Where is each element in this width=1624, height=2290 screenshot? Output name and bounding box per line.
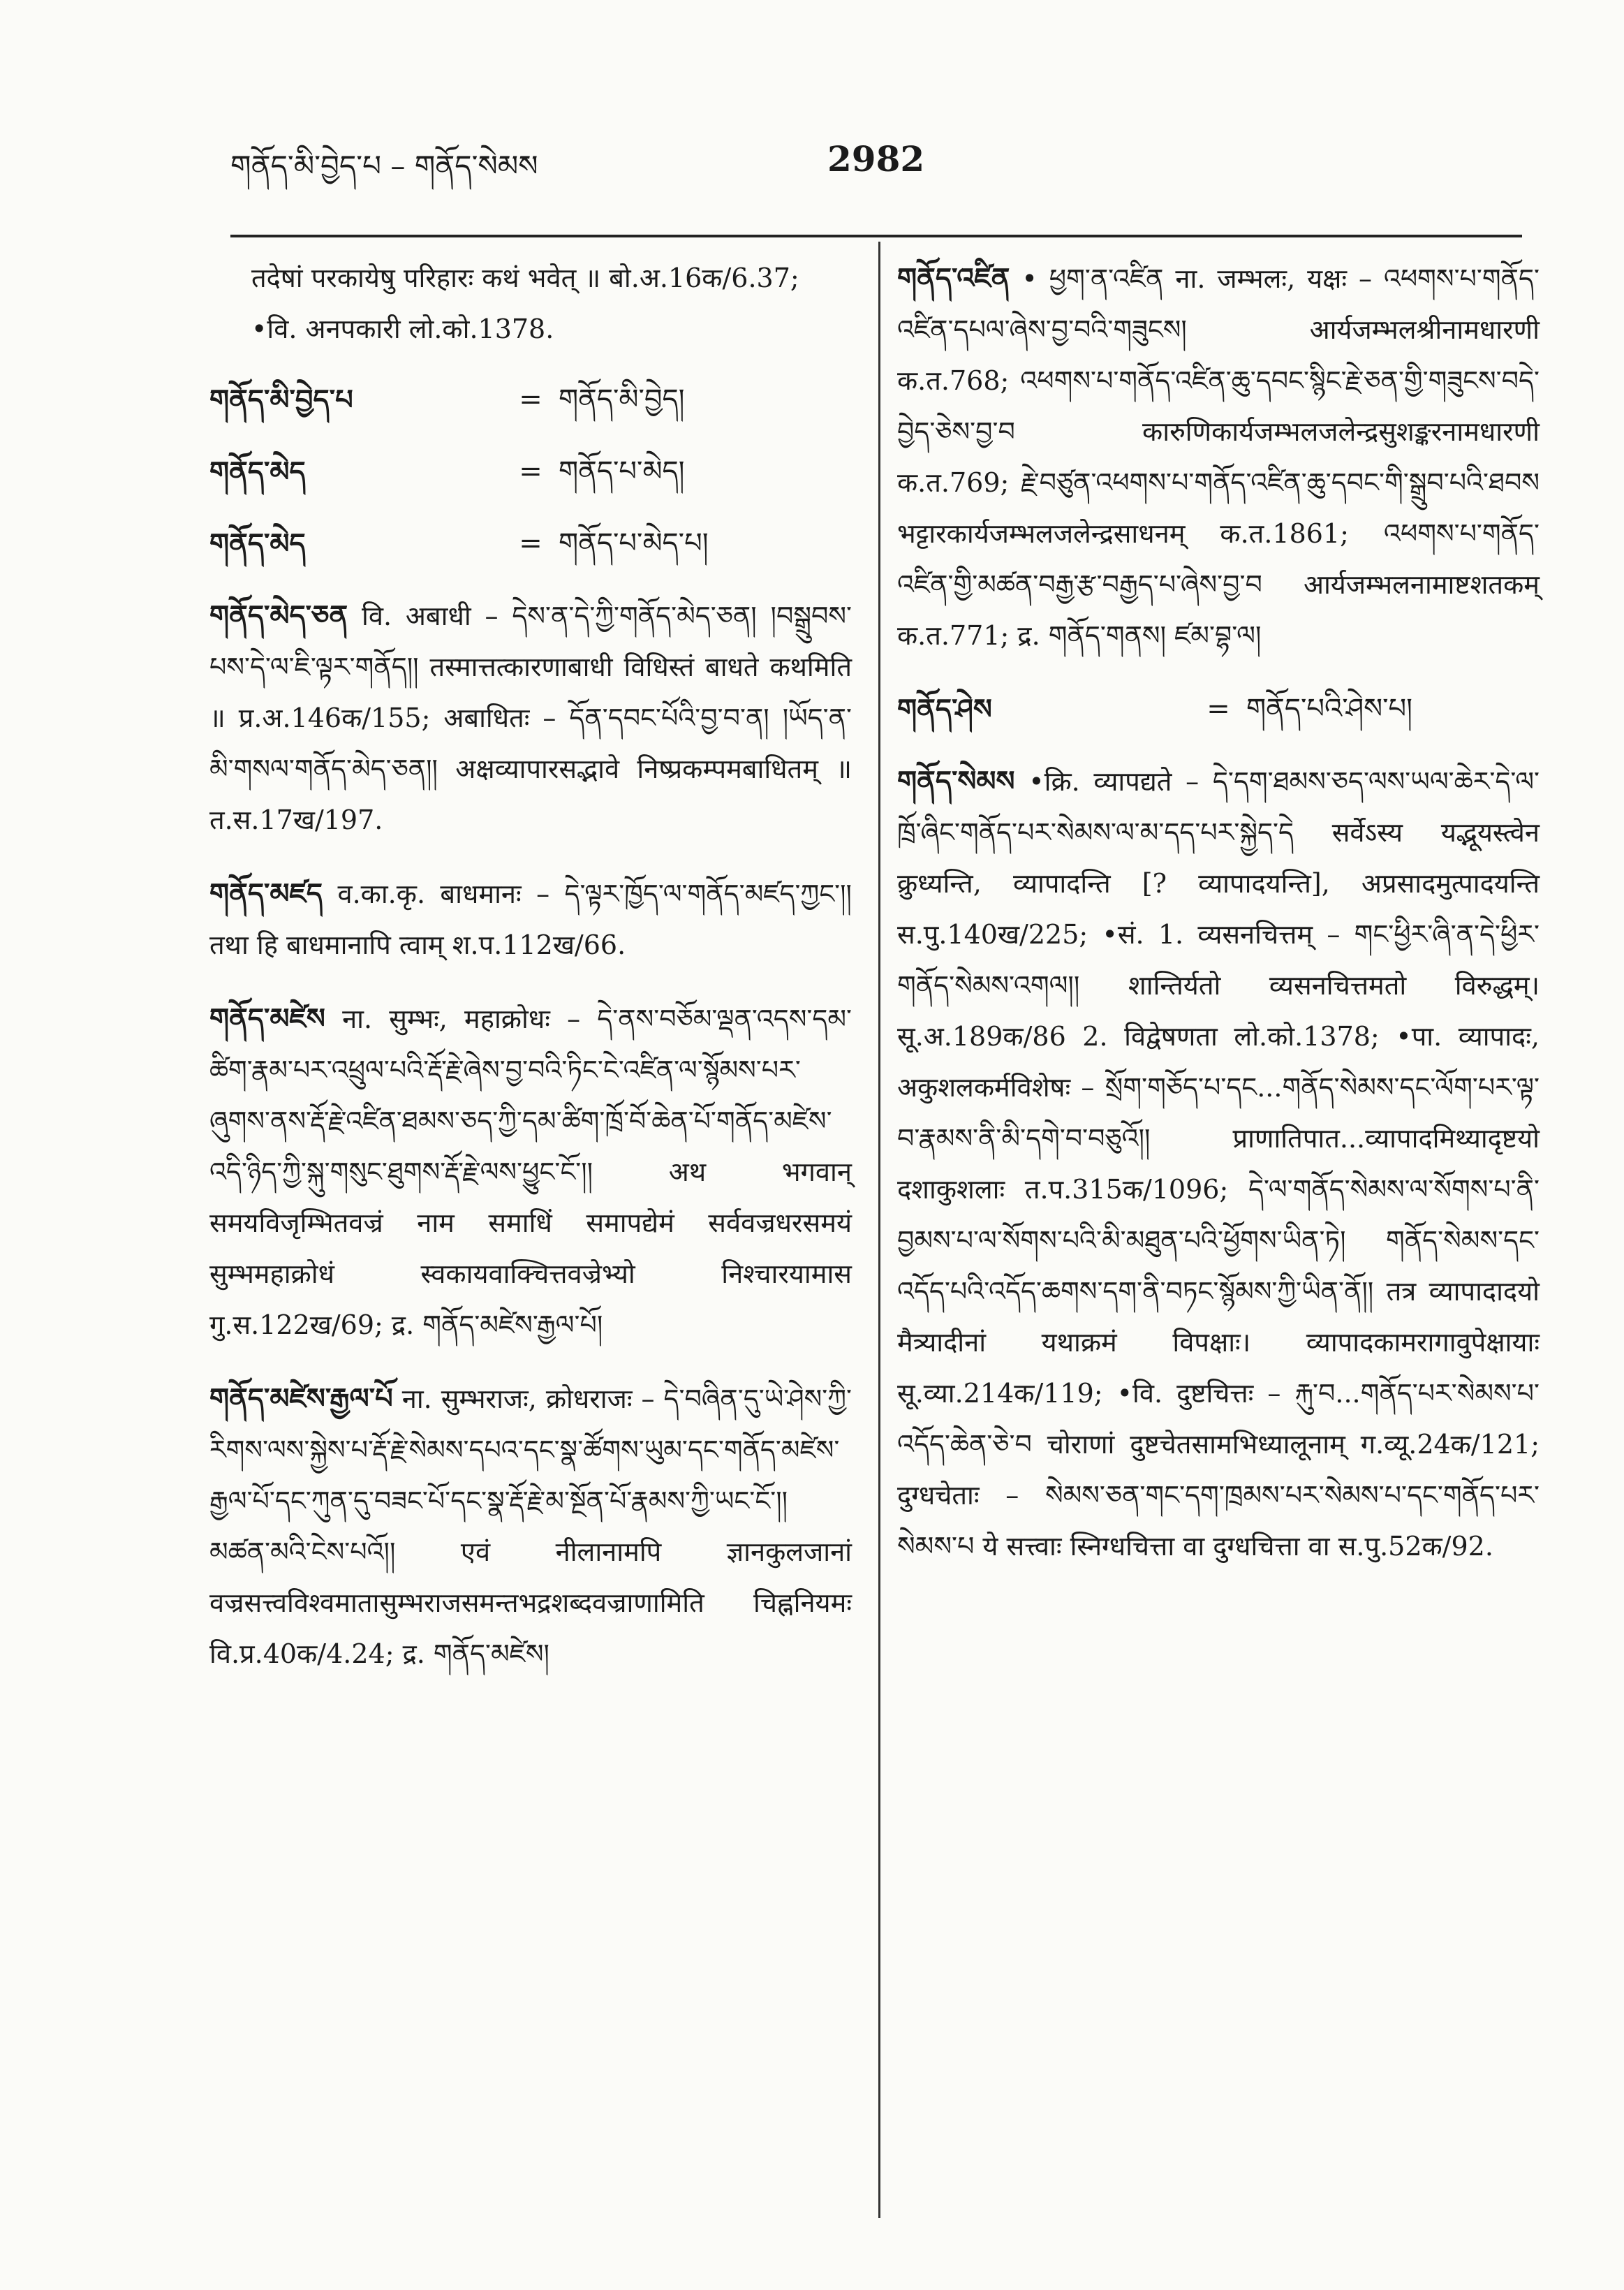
xref-target: གནོད་པ་མེད། [559,455,685,487]
xref-equals: = [1206,693,1230,725]
xref-term: གནོད་མེད [209,527,306,560]
cross-reference [209,518,852,569]
entry-headword: གནོད་མཛེས [209,1002,325,1035]
entry-body: ना. सुम्भराजः, क्रोधराजः – དེ་བཞིན་དུ་ཡེ་ཤེས་ཀྱི་རིགས་ལས་སྐྱེས་པ་རྡོ་རྗེ་སེམས་དཔའ་དང་སྣ་ཚོགས་ཡུམ་དང་གནོད་མཛེས་རྒྱལ་པོ་དང་ཀུན་དུ་བཟང་པོ་དང་སྣ་རྡོ་རྗེ་མ་སྔོན་པོ་རྣམས་ཀྱི་ཡང་ངོ་།། མཚན་མའི་ངེས་པའོ།། एवं नीलानामपि ज्ञानकुलजानां वज्रसत्त्वविश्वमातासुम्भराजसमन्तभद्रशब्दवज्राणामिति चिह्ननियमः वि.प्र.40क/4.24; द्र. གནོད་མཛེས། [209,1383,852,1669]
entry-headword: གནོད་མཛད [209,877,323,910]
entry-body: • ཕྱག་ན་འཛིན ना. जम्भलः, यक्षः – འཕགས་པ་གནོད་འཛིན་དཔལ་ཞེས་བྱ་བའི་གཟུངས། आर्यजम्भलश्रीनामधारणी क.त.768; འཕགས་པ་གནོད་འཛིན་ཆུ་དབང་སྙིང་རྗེ་ཅན་གྱི་གཟུངས་བདེ་བྱེད་ཅེས་བྱ་བ कारुणिकार्यजम्भलजलेन्द्रसुशङ्करनामधारणी क.त.769; རྗེ་བཙུན་འཕགས་པ་གནོད་འཛིན་ཆུ་དབང་གི་སྒྲུབ་པའི་ཐབས भट्टारकार्यजम्भलजलेन्द्रसाधनम् क.त.1861; འཕགས་པ་གནོད་འཛིན་གྱི་མཚན་བརྒྱ་རྩ་བརྒྱད་པ་ཞེས་བྱ་བ आर्यजम्भलनामाष्टशतकम् क.त.771; द्र. གནོད་གནས། ཛམ་བྷ་ལ། [897,263,1540,651]
right-column [897,253,1540,1594]
entry-headword: གནོད་མེད་ཅན [209,599,348,632]
column-divider [878,242,880,2218]
dictionary-entry [209,1373,852,1680]
page-number: 2982 [827,138,925,179]
cross-reference [209,446,852,497]
xref-target: གནོད་པ་མེད་པ། [559,527,709,559]
entry-body: व.का.कृ. बाधमानः – དེ་ལྟར་ཁྱོད་ལ་གནོད་མཛད་ཀྱང་།། तथा हि बाधमानापि त्वाम् श.प.112ख/66. [209,879,852,960]
entry-headword: གནོད་སེམས [897,765,1015,798]
entry-headword: གནོད་འཛིན [897,262,1010,295]
xref-term: གནོད་ཤེས [897,693,992,726]
xref-target: གནོད་མི་བྱེད། [559,383,685,416]
cross-reference [897,684,1540,735]
xref-term: གནོད་མི་བྱེད་པ [209,383,353,416]
entry-headword: གནོད་མཛེས་རྒྱལ་པོ [209,1382,393,1415]
continued-entry: तदेषां परकायेषु परिहारः कथं भवेत् ॥ बो.अ.16क/6.37; •वि. अनपकारी लो.को.1378. [251,263,799,344]
xref-equals: = [519,527,542,559]
xref-equals: = [519,455,542,487]
entry-body: •क्रि. व्यापद्यते – དེ་དག་ཐམས་ཅད་ལས་ཡལ་ཆེར་དེ་ལ་ཁྲོ་ཞིང་གནོད་པར་སེམས་ལ་མ་དད་པར་སྐྱེད་དེ सर्वेऽस्य यद्भूयस्त्वेन क्रुध्यन्ति, व्यापादन्ति [? व्यापादयन्ति], अप्रसादमुत्पादयन्ति स.पु.140ख/225; •सं. 1. व्यसनचित्तम् – གང་ཕྱིར་ཞི་ན་དེ་ཕྱིར་གནོད་སེམས་འགལ།། शान्तिर्यतो व्यसनचित्तमतो विरुद्धम्। सू.अ.189क/86 2. विद्वेषणता लो.को.1378; •पा. व्यापादः, अकुशलकर्मविशेषः – སྲོག་གཅོད་པ་དང...གནོད་སེམས་དང་ལོག་པར་ལྟ་བ་རྣམས་ནི་མི་དགེ་བ་བཅུའོ།། प्राणातिपात...व्यापादमिथ्यादृष्टयो दशाकुशलाः त.प.315क/1096; དེ་ལ་གནོད་སེམས་ལ་སོགས་པ་ནི་བྱམས་པ་ལ་སོགས་པའི་མི་མཐུན་པའི་ཕྱོགས་ཡིན་ཏེ། གནོད་སེམས་དང་འདོད་པའི་འདོད་ཆགས་དག་ནི་བཏང་སྙོམས་ཀྱི་ཡིན་ནོ།། तत्र व्यापादादयो मैत्र्यादीनां यथाक्रमं विपक्षाः। व्यापादकामरागावुपेक्षायाः सू.व्या.214क/119; •वि. दुष्टचित्तः – རྐུ་བ...གནོད་པར་སེམས་པ་འདོད་ཆེན་ཅེ་བ चोराणां दुष्टचेतसामभिध्यालूनाम् ग.व्यू.24क/121; दुग्धचेताः – སེམས་ཅན་གང་དག་ཁྲམས་པར་སེམས་པ་དང་གནོད་པར་སེམས་པ ये सत्त्वाः स्निग्धचित्ता वा दुग्धचित्ता वा स.पु.52क/92. [897,766,1540,1562]
dictionary-entry [897,253,1540,661]
running-head: གནོད་མི་བྱེད་པ – གནོད་སེམས [230,149,538,183]
xref-term: གནོད་མེད [209,455,306,488]
dictionary-entry [209,590,852,846]
cross-reference [209,374,852,425]
header-rule [230,235,1522,237]
dictionary-entry [209,993,852,1351]
entry-body: ना. सुम्भः, महाक्रोधः – དེ་ནས་བཅོམ་ལྡན་འདས་དམ་ཚིག་རྣམ་པར་འཕྲུལ་པའི་རྡོ་རྗེ་ཞེས་བྱ་བའི་ཏིང་ངེ་འཛིན་ལ་སྙོམས་པར་ཞུགས་ནས་རྡོ་རྗེ་འཛིན་ཐམས་ཅད་ཀྱི་དམ་ཚིག་ཁྲོ་བོ་ཆེན་པོ་གནོད་མཛེས་འདི་ཉིད་ཀྱི་སྐུ་གསུང་ཐུགས་རྡོ་རྗེ་ལས་ཕྱུང་ངོ་།། अथ भगवान् समयविजृम्भितवज्रं नाम समाधिं समापद्येमं सर्ववज्रधरसमयं सुम्भमहाक्रोधं स्वकायवाक्चित्तवज्रेभ्यो निश्चारयामास गु.स.122ख/69; द्र. གནོད་མཛེས་རྒྱལ་པོ། [209,1004,852,1340]
entry-body: वि. अबाधी – དེས་ན་དེ་ཀྱི་གནོད་མེད་ཅན། །བསྒྲུབས་པས་དེ་ལ་ཇི་ལྟར་གནོད།། तस्मात्तत्कारणाबाधी विधिस्तं बाधते कथमिति ॥ प्र.अ.146क/155; अबाधितः – དོན་དབང་པོའི་བྱ་བ་ན། །ཡོད་ན་མི་གསལ་གནོད་མེད་ཅན།། अक्षव्यापारसद्भावे निष्प्रकम्पमबाधितम् ॥ त.स.17ख/197. [209,601,852,835]
dictionary-entry [897,756,1540,1572]
left-column [209,253,852,1702]
dictionary-entry [209,868,852,971]
xref-equals: = [519,383,542,416]
xref-target: གནོད་པའི་ཤེས་པ། [1246,693,1413,725]
